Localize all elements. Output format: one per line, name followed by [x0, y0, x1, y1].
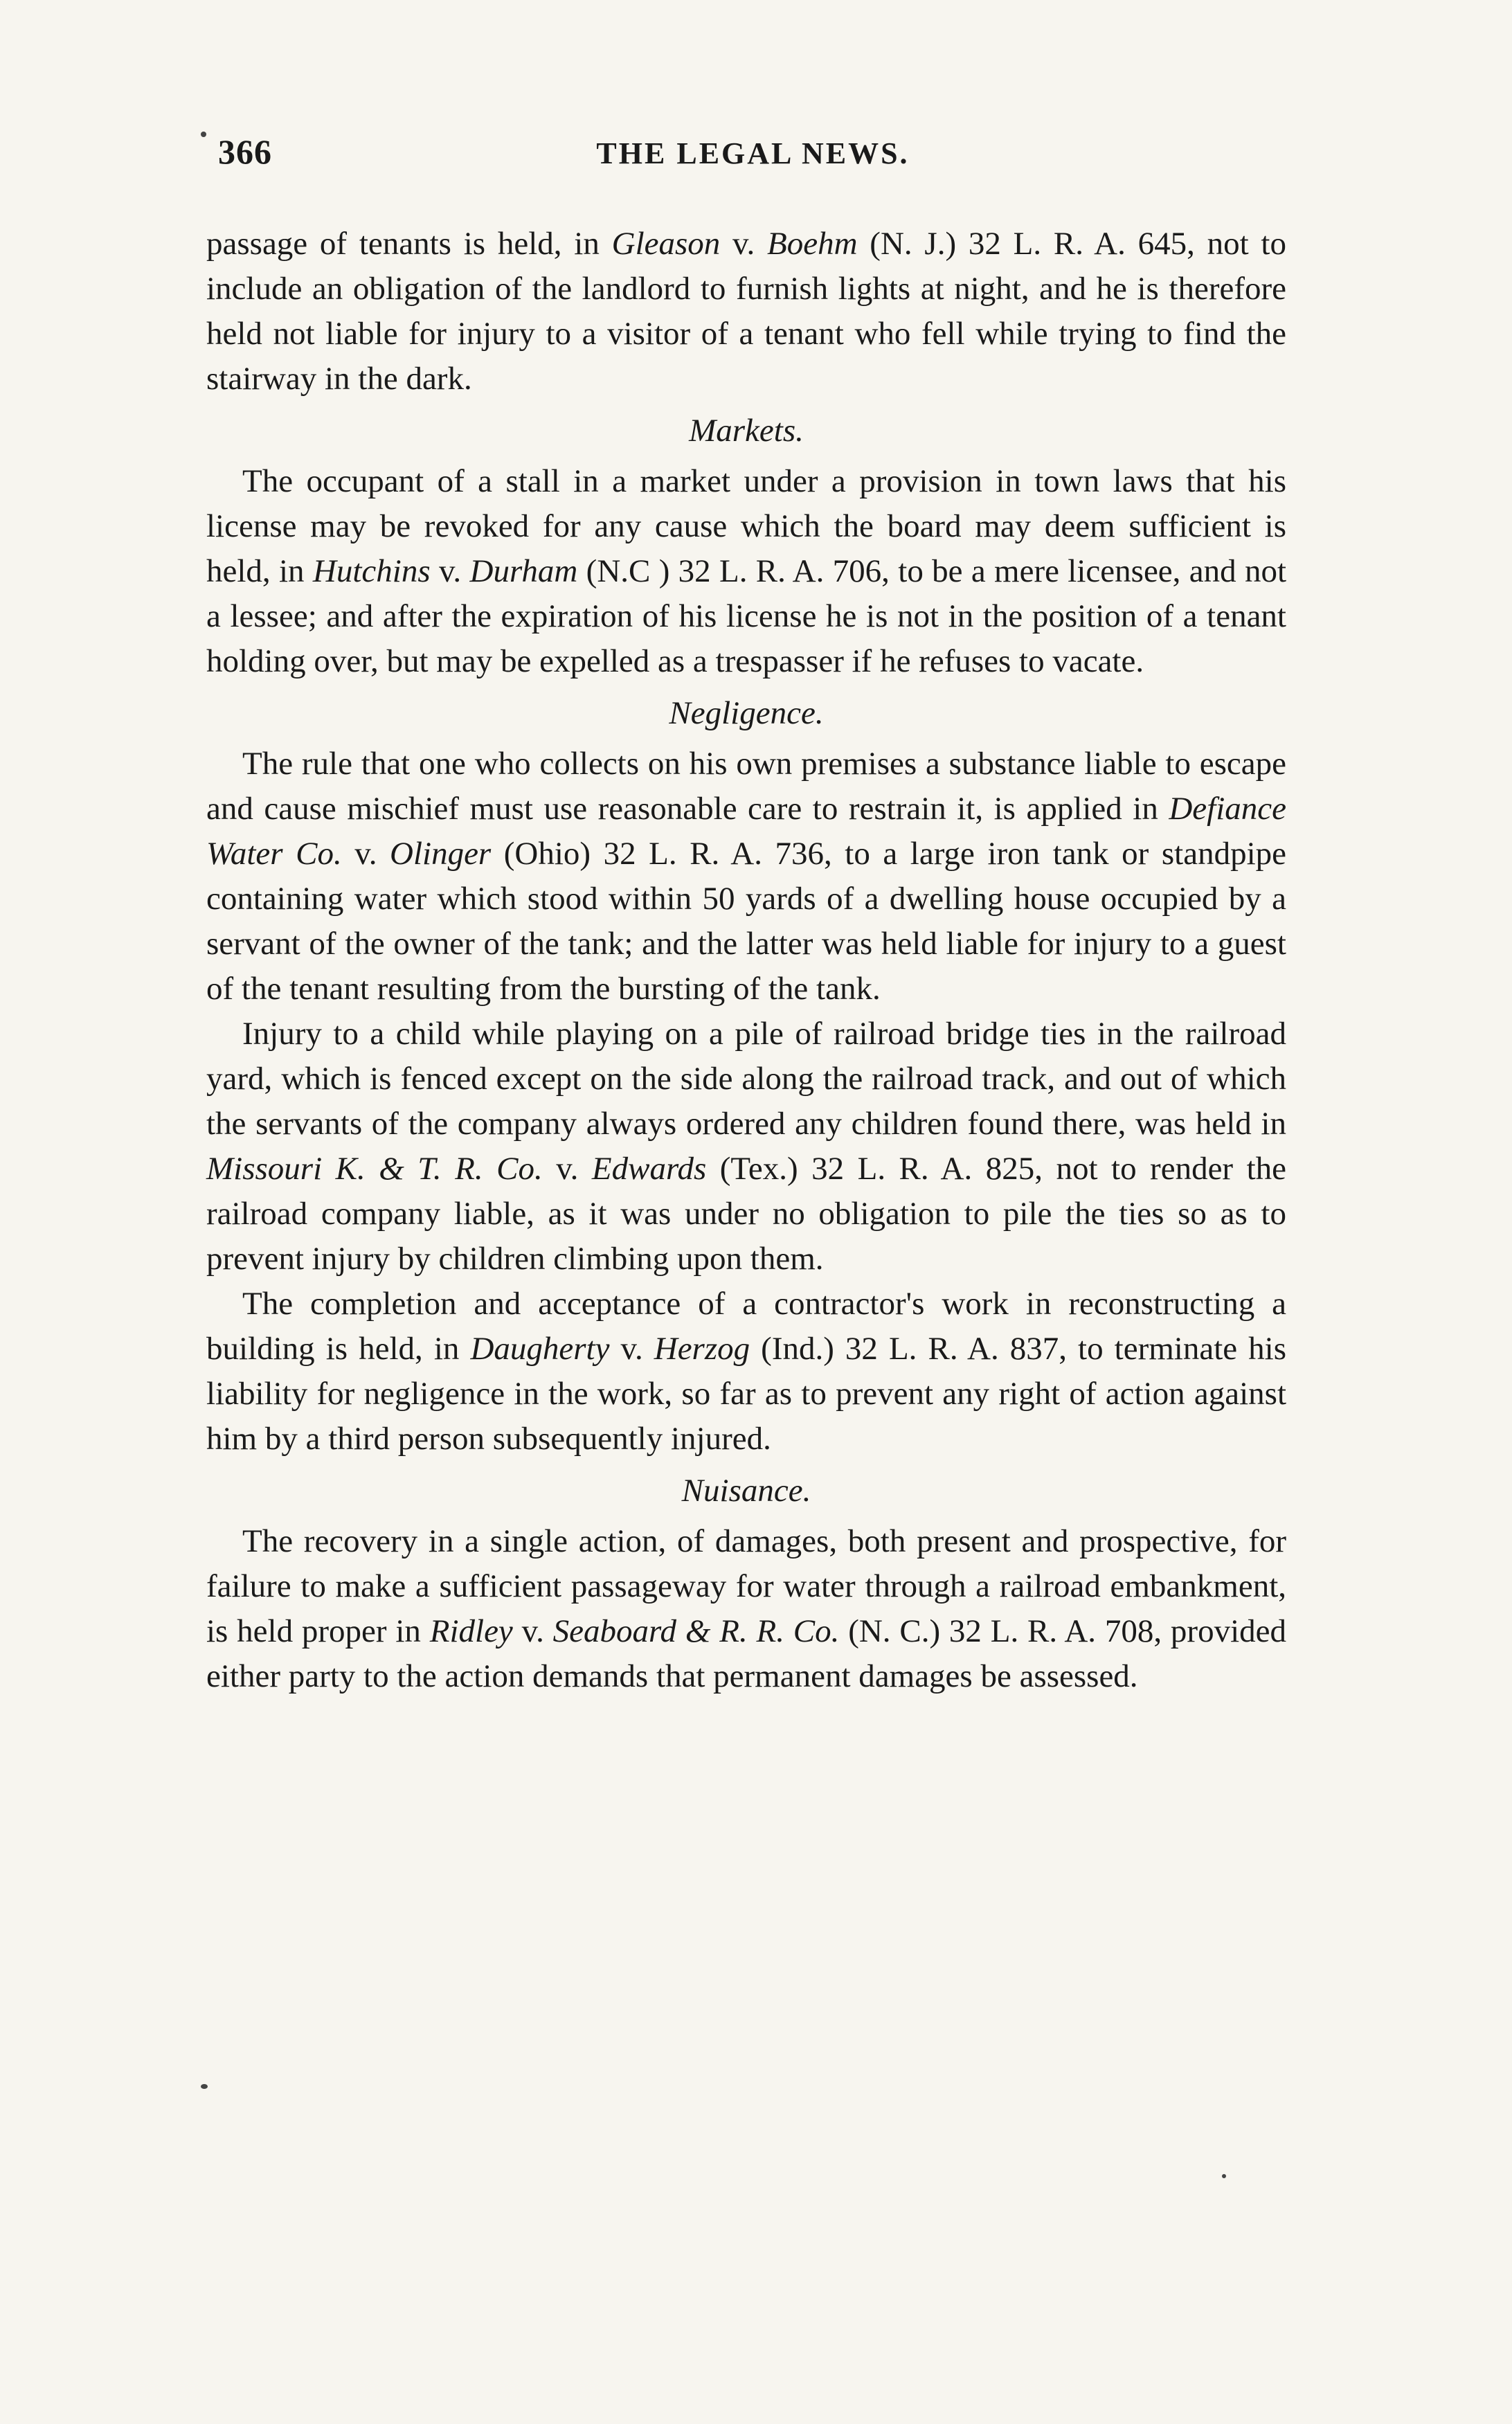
text-segment: The occupant of a stall in a market under a provision in town laws that his license may be revoked for any cause which the board may deem sufficient is held, in [206, 463, 1286, 589]
text-segment: v. [720, 226, 768, 262]
case-name: Missouri K. & T. R. Co. [206, 1151, 543, 1187]
case-name: Seaboard & R. R. Co. [552, 1613, 840, 1649]
paragraph-landlord [206, 222, 1286, 402]
text-segment: The completion and acceptance of a contractor's work in reconstructing a building is held, in [206, 1286, 1286, 1367]
text-segment: v. [542, 1151, 592, 1187]
case-name: Gleason [611, 226, 721, 262]
text-segment: v. [512, 1613, 553, 1649]
paragraph-negligence-contractor [206, 1282, 1286, 1462]
text-segment: (N. J.) 32 L. R. A. 645, not to include an obligation of the landlord to furnish lights at night, and he is therefore held not liable for injury to a visitor of a tenant who fell while trying to find the stairway in the dark. [206, 226, 1286, 397]
text-segment: (Ohio) 32 L. R. A. 736, to a large iron tank or standpipe containing water which stood within 50 yards of a dwelling house occupied by a servant of the owner of the tank; and the latter was held liable for injury to a guest of the tenant resulting from the bursting of the tank. [206, 836, 1287, 1007]
text-segment: v. [341, 836, 390, 872]
text-segment: Injury to a child while playing on a pile of railroad bridge ties in the railroad yard, which is fenced except on the side along the railroad track, and out of which the servants of the company always ordered any children found there, was held in [206, 1016, 1286, 1142]
case-name: Durham [469, 553, 578, 589]
paragraph-negligence-tank [206, 742, 1286, 1012]
case-name: Daugherty [470, 1331, 610, 1367]
case-name: Hutchins [312, 553, 431, 589]
section-heading-markets: Markets. [689, 413, 804, 449]
text-segment: The recovery in a single action, of damages, both present and prospective, for failure to make a sufficient passageway for water through a railroad embankment, is held proper in [206, 1523, 1286, 1649]
case-name: Herzog [654, 1331, 750, 1367]
section-heading-negligence: Negligence. [669, 695, 824, 731]
page-header [218, 132, 1288, 187]
paragraph-negligence-child [206, 1012, 1286, 1282]
case-name: Defiance Water Co. [206, 791, 1286, 872]
text-segment: (Ind.) 32 L. R. A. 837, to terminate his liability for negligence in the work, so far as to prevent any right of action against him by a third person subsequently injured. [206, 1331, 1287, 1457]
paragraph-nuisance [206, 1519, 1286, 1699]
text-segment: v. [430, 553, 470, 589]
paragraph-markets [206, 459, 1286, 684]
case-name: Ridley [429, 1613, 513, 1649]
text-segment: (N. C.) 32 L. R. A. 708, provided either party to the action demands that permanent damages be assessed. [206, 1613, 1286, 1694]
print-speck [201, 2084, 208, 2089]
section-heading-nuisance: Nuisance. [681, 1473, 811, 1509]
body-text [206, 222, 1286, 1699]
print-speck [1222, 2174, 1226, 2178]
case-name: Edwards [591, 1151, 707, 1187]
running-title: THE LEGAL NEWS. [596, 136, 910, 170]
case-name: Olinger [390, 836, 492, 872]
page-number: 366 [218, 132, 272, 171]
text-segment: v. [609, 1331, 654, 1367]
text-segment: passage of tenants is held, in [206, 226, 612, 262]
text-segment: (Tex.) 32 L. R. A. 825, not to render the railroad company liable, as it was under no obligation to pile the ties so as to prevent injury by children climbing upon them. [206, 1151, 1286, 1277]
text-segment: The rule that one who collects on his own premises a substance liable to escape and cause mischief must use reasonable care to restrain it, is applied in [206, 746, 1286, 827]
text-segment: (N.C ) 32 L. R. A. 706, to be a mere licensee, and not a lessee; and after the expiration of his license he is not in the position of a tenant holding over, but may be expelled as a trespasser if he refuses to vacate. [206, 553, 1286, 679]
print-speck [201, 132, 206, 137]
case-name: Boehm [767, 226, 858, 262]
